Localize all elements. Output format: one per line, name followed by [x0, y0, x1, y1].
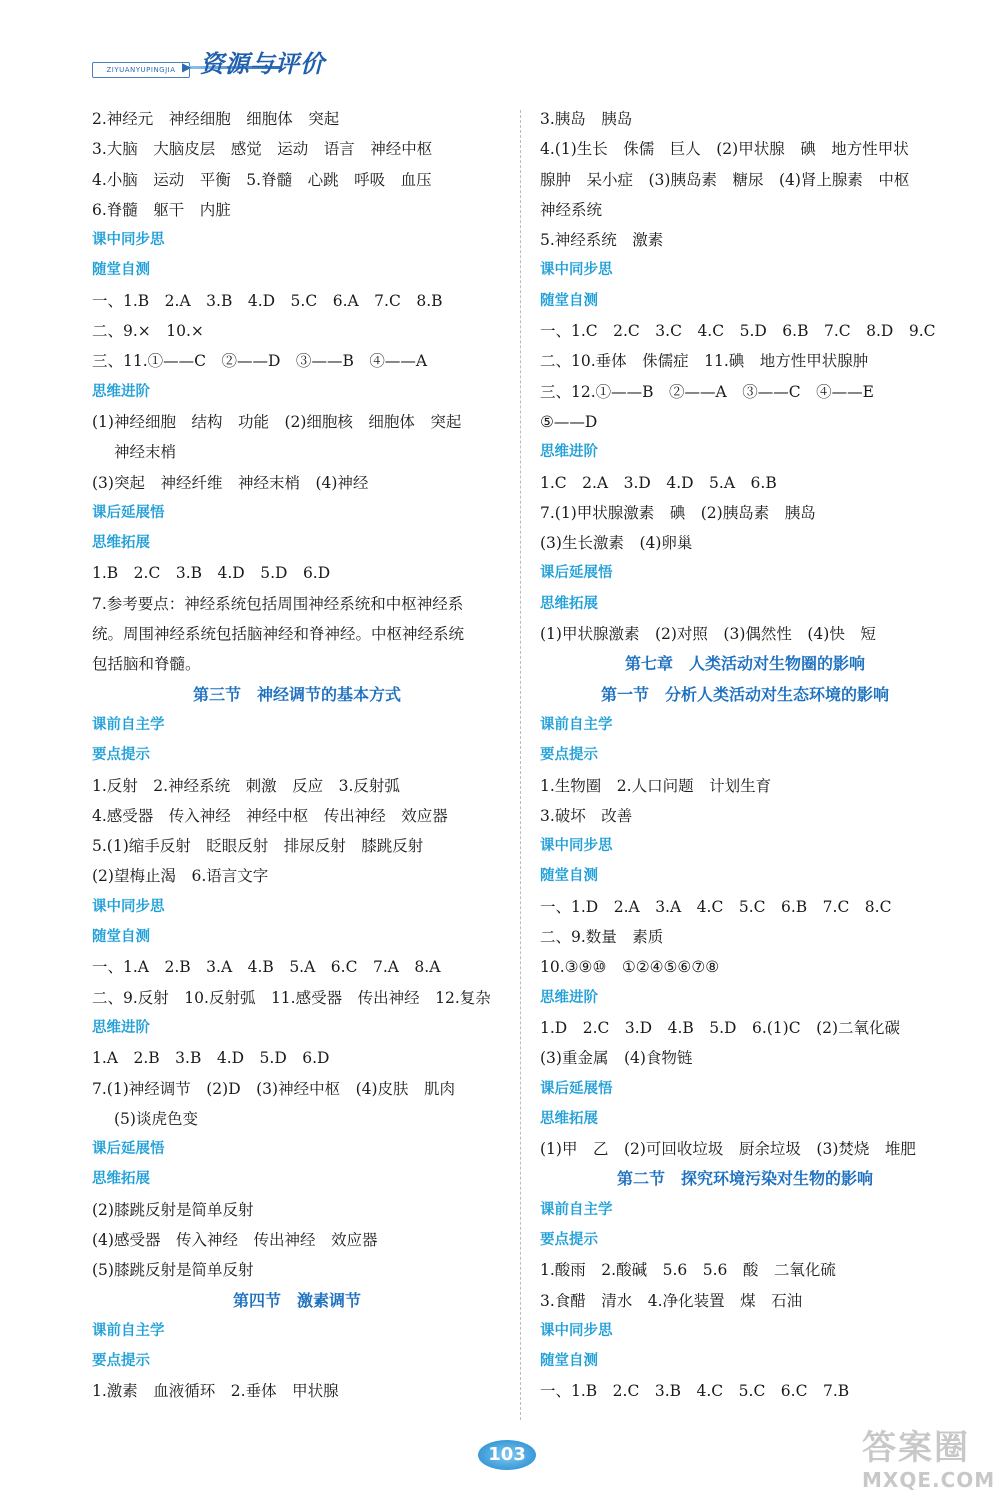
answer-line: 三、11.①——C ②——D ③——B ④——A: [92, 352, 428, 371]
answer-line: 包括脑和脊髓。: [92, 655, 201, 674]
answer-line: 1.D 2.C 3.D 4.B 5.D 6.(1)C (2)二氧化碳: [540, 1018, 901, 1037]
subsection-heading: 思维进阶: [92, 1019, 150, 1036]
answer-line: 6.脊髓 躯干 内脏: [92, 200, 231, 219]
subsection-heading: 课中同步思: [540, 838, 613, 855]
subsection-heading: 课前自主学: [92, 716, 165, 733]
subsection-heading: 要点提示: [540, 747, 598, 764]
answer-line: 3.破坏 改善: [540, 806, 633, 825]
subsection-heading: 课前自主学: [540, 716, 613, 733]
subsection-heading: 课后延展悟: [540, 565, 613, 582]
subsection-heading: 课中同步思: [92, 232, 165, 249]
subsection-heading: 课中同步思: [540, 1322, 613, 1339]
answer-line: 1.反射 2.神经系统 刺激 反应 3.反射弧: [92, 776, 400, 795]
subsection-heading: 要点提示: [92, 747, 150, 764]
subsection-heading: 随堂自测: [540, 1353, 598, 1370]
watermark-mark: 答案圈: [862, 1428, 970, 1468]
header-pinyin: ZIYUANYUPINGJIA: [92, 62, 190, 78]
answer-line: 二、10.垂体 侏儒症 11.碘 地方性甲状腺肿: [540, 352, 869, 371]
subsection-heading: 思维拓展: [540, 1110, 598, 1127]
answer-line: 3.大脑 大脑皮层 感觉 运动 语言 神经中枢: [92, 140, 433, 159]
header-title: 资源与评价: [200, 50, 325, 78]
answer-line: (2)膝跳反射是简单反射: [92, 1200, 254, 1219]
answer-line: 7.参考要点：神经系统包括周围神经系统和中枢神经系: [92, 594, 464, 613]
answer-line: 1.酸雨 2.酸碱 5.6 5.6 酸 二氧化硫: [540, 1261, 836, 1280]
subsection-heading: 课后延展悟: [92, 1141, 165, 1158]
subsection-heading: 思维进阶: [540, 444, 598, 461]
subsection-heading: 课中同步思: [92, 898, 165, 915]
subsection-heading: 随堂自测: [540, 292, 598, 309]
section-title: 第一节 分析人类活动对生态环境的影响: [600, 684, 889, 704]
watermark-logo: [862, 1428, 996, 1502]
right-column: [540, 104, 950, 1407]
answer-line: 统。周围神经系统包括脑神经和脊神经。中枢神经系统: [92, 625, 465, 644]
answer-line: 一、1.D 2.A 3.A 4.C 5.C 6.B 7.C 8.C: [540, 897, 892, 916]
section-title: 第二节 探究环境污染对生物的影响: [616, 1169, 873, 1189]
answer-line: 5.(1)缩手反射 眨眼反射 排尿反射 膝跳反射: [92, 837, 424, 856]
answer-line-indented: (5)谈虎色变: [114, 1109, 198, 1128]
subsection-heading: 课后延展悟: [540, 1080, 613, 1097]
page-header: [92, 44, 342, 84]
answer-line: (1)甲状腺激素 (2)对照 (3)偶然性 (4)快 短: [540, 625, 876, 644]
answer-line: (1)甲 乙 (2)可回收垃圾 厨余垃圾 (3)焚烧 堆肥: [540, 1140, 916, 1159]
subsection-heading: 课后延展悟: [92, 504, 165, 521]
subsection-heading: 随堂自测: [92, 262, 150, 279]
answer-line: 1.激素 血液循环 2.垂体 甲状腺: [92, 1382, 339, 1401]
answer-line: 二、9.数量 素质: [540, 928, 664, 947]
answer-line: 2.神经元 神经细胞 细胞体 突起: [92, 110, 340, 128]
answer-line: 4.(1)生长 侏儒 巨人 (2)甲状腺 碘 地方性甲状: [540, 140, 909, 159]
answer-line: (3)重金属 (4)食物链: [540, 1049, 693, 1068]
answer-line: (1)神经细胞 结构 功能 (2)细胞核 细胞体 突起: [92, 412, 462, 431]
answer-line: 3.食醋 清水 4.净化装置 煤 石油: [540, 1291, 803, 1310]
answer-line: 一、1.A 2.B 3.A 4.B 5.A 6.C 7.A 8.A: [92, 958, 441, 977]
answer-line: ⑤——D: [540, 412, 598, 431]
answer-line: 神经系统: [540, 200, 603, 219]
answer-line: 10.③⑨⑩ ①②④⑤⑥⑦⑧: [540, 958, 720, 977]
answer-line: 一、1.C 2.C 3.C 4.C 5.D 6.B 7.C 8.D 9.C: [540, 322, 936, 341]
answer-line: 7.(1)甲状腺激素 碘 (2)胰岛素 胰岛: [540, 503, 816, 522]
subsection-heading: 课前自主学: [540, 1201, 613, 1218]
subsection-heading: 课中同步思: [540, 262, 613, 279]
answer-line: 1.生物圈 2.人口问题 计划生育: [540, 776, 772, 795]
section-title: 第七章 人类活动对生物圈的影响: [624, 654, 865, 674]
answer-line: 1.A 2.B 3.B 4.D 5.D 6.D: [92, 1049, 330, 1068]
subsection-heading: 要点提示: [540, 1231, 598, 1248]
answer-line: 三、12.①——B ②——A ③——C ④——E: [540, 382, 874, 401]
subsection-heading: 思维进阶: [540, 989, 598, 1006]
answer-line: 二、9.× 10.×: [92, 322, 204, 341]
answer-line: 4.小脑 运动 平衡 5.脊髓 心跳 呼吸 血压: [92, 170, 432, 189]
subsection-heading: 课前自主学: [92, 1322, 165, 1339]
answer-line: 1.C 2.A 3.D 4.D 5.A 6.B: [540, 473, 777, 492]
answer-line: 二、9.反射 10.反射弧 11.感受器 传出神经 12.复杂: [92, 988, 491, 1007]
answer-line: 7.(1)神经调节 (2)D (3)神经中枢 (4)皮肤 肌肉: [92, 1079, 456, 1098]
answer-line: 4.感受器 传入神经 神经中枢 传出神经 效应器: [92, 806, 448, 825]
subsection-heading: 要点提示: [92, 1353, 150, 1370]
answer-line: (5)膝跳反射是简单反射: [92, 1261, 254, 1280]
answer-line: (2)望梅止渴 6.语言文字: [92, 867, 269, 886]
answer-line: 5.神经系统 激素: [540, 231, 664, 250]
answer-line: (3)突起 神经纤维 神经末梢 (4)神经: [92, 473, 369, 492]
answer-line: 1.B 2.C 3.B 4.D 5.D 6.D: [92, 564, 331, 583]
section-title: 第四节 激素调节: [232, 1290, 361, 1310]
watermark-text: MXQE.COM: [862, 1468, 996, 1492]
subsection-heading: 思维进阶: [92, 383, 150, 400]
column-divider: [520, 110, 521, 1420]
answer-line: 一、1.B 2.C 3.B 4.C 5.C 6.C 7.B: [540, 1382, 850, 1401]
answer-line: 腺肿 呆小症 (3)胰岛素 糖尿 (4)肾上腺素 中枢: [540, 170, 910, 189]
subsection-heading: 思维拓展: [540, 595, 598, 612]
left-column: [92, 104, 502, 1407]
arrow-right-icon: ▶: [182, 60, 192, 74]
subsection-heading: 随堂自测: [92, 929, 150, 946]
answer-line-indented: 神经末梢: [114, 443, 177, 462]
answer-line: (3)生长激素 (4)卵巢: [540, 534, 693, 553]
answer-line: 3.胰岛 胰岛: [540, 110, 633, 128]
subsection-heading: 思维拓展: [92, 535, 150, 552]
answer-line: 一、1.B 2.A 3.B 4.D 5.C 6.A 7.C 8.B: [92, 291, 443, 310]
subsection-heading: 随堂自测: [540, 868, 598, 885]
section-title: 第三节 神经调节的基本方式: [192, 684, 401, 704]
answer-line: (4)感受器 传入神经 传出神经 效应器: [92, 1230, 378, 1249]
subsection-heading: 思维拓展: [92, 1171, 150, 1188]
page-number: 103: [478, 1440, 536, 1470]
